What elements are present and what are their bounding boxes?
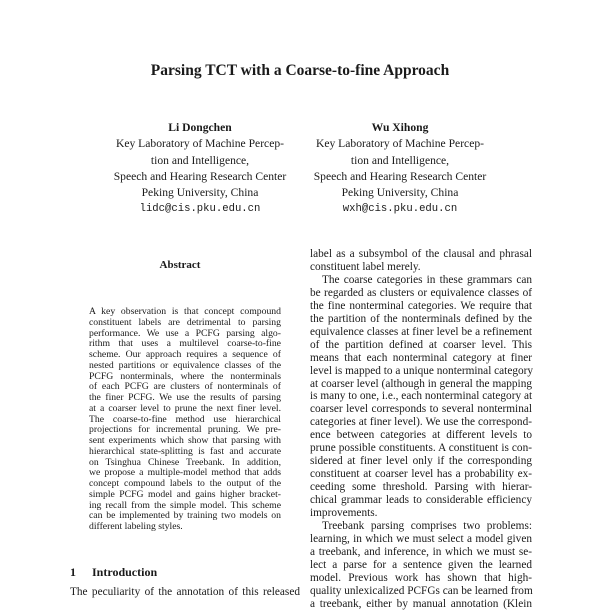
text-line: scheme. Our approach requires a sequence of bbox=[89, 349, 281, 360]
text-line: a treebank, either by manual annotation (Klein bbox=[310, 597, 532, 610]
text-line: a treebank, and inference, in which we must se- bbox=[310, 545, 532, 558]
text-line: coarser level corresponds to several nonterminal bbox=[310, 403, 532, 416]
abstract-heading: Abstract bbox=[159, 259, 201, 271]
text-line: improvements. bbox=[310, 507, 378, 520]
text-line: lect a parse for a sentence given the learned bbox=[310, 558, 532, 571]
author-block-1 bbox=[95, 120, 305, 218]
author-block-2 bbox=[295, 120, 505, 218]
text-line: different labeling styles. bbox=[89, 521, 183, 532]
author-name: Li Dongchen bbox=[168, 121, 232, 134]
text-line: projections for incremental pruning. We pre- bbox=[89, 424, 281, 436]
introduction-body bbox=[70, 586, 300, 599]
text-line: we propose a multiple-model method that adds bbox=[89, 467, 281, 479]
text-line: The coarse-to-fine method use hierarchical bbox=[89, 413, 281, 425]
text-line: ing recall from the simple model. This scheme bbox=[89, 499, 281, 511]
text-line: the partition of the nonterminals defined by the bbox=[310, 312, 532, 325]
abstract-body bbox=[89, 307, 281, 533]
author-email: wxh@cis.pku.edu.cn bbox=[342, 203, 458, 216]
right-column-body bbox=[310, 248, 532, 611]
author-affiliation-line: Peking University, China bbox=[141, 186, 259, 200]
author-affiliation-line: tion and Intelligence, bbox=[150, 153, 250, 167]
text-line: constituent label merely. bbox=[310, 260, 421, 273]
text-line: sidered at finer level only if the corresponding bbox=[310, 455, 532, 468]
text-line: chical grammar leads to considerable efficiency bbox=[310, 494, 532, 507]
text-line: simple PCFG model and gains higher bracket- bbox=[89, 488, 281, 500]
paper-title: Parsing TCT with a Coarse-to-fine Approach bbox=[150, 62, 450, 79]
text-line: means that each nonterminal category at finer bbox=[310, 351, 532, 364]
text-line: the fine nonterminal categories. We require that bbox=[310, 299, 532, 312]
text-line: quality unlexicalized PCFGs can be learned from bbox=[310, 584, 533, 597]
text-line: constituent labels are detrimental to parsing bbox=[89, 316, 281, 328]
introduction-heading bbox=[70, 565, 300, 580]
author-name: Wu Xihong bbox=[371, 121, 429, 134]
text-line: learning, in which we must select a model given bbox=[310, 532, 532, 545]
text-line: label as a subsymbol of the clausal and phrasal bbox=[310, 248, 532, 260]
text-line: of each PCFG are clusters of nonterminals of bbox=[89, 381, 281, 393]
text-line: equivalence classes at finer level be a refinement bbox=[310, 325, 532, 338]
text-line: sent experiments which show that parsing with bbox=[89, 435, 281, 446]
author-affiliation-line: Key Laboratory of Machine Percep- bbox=[315, 137, 485, 151]
text-line: be regarded as clusters or equivalence classes of bbox=[310, 286, 532, 299]
text-line: Treebank parsing comprises two problems: bbox=[322, 520, 532, 533]
text-line: The peculiarity of the annotation of this released bbox=[70, 586, 300, 598]
text-line: A key observation is that concept compound bbox=[89, 306, 281, 317]
text-line: hierarchical state-splitting is fast and accurate bbox=[89, 445, 281, 457]
section-title: Introduction bbox=[92, 565, 158, 579]
text-line: constituent at coarser level has a probability ex- bbox=[310, 468, 532, 481]
text-line: PCFG nonterminals, where the nonterminals bbox=[89, 370, 281, 382]
text-line: of the partition defined at coarser level. This bbox=[310, 338, 532, 351]
author-affiliation-line: Peking University, China bbox=[341, 186, 459, 200]
text-line: level is mapped to a unique nonterminal category bbox=[310, 364, 534, 377]
text-line: model. Previous work has shown that high- bbox=[310, 571, 532, 584]
author-email: lidc@cis.pku.edu.cn bbox=[139, 203, 261, 216]
text-line: ence between categories at different levels to bbox=[310, 429, 532, 442]
text-line: is many to one, i.e., each nonterminal category at bbox=[310, 390, 533, 403]
text-line: on Tsinghua Chinese Treebank. In addition, bbox=[89, 456, 281, 468]
text-line: rithm that uses a multilevel coarse-to-fine bbox=[89, 338, 281, 350]
text-line: ceeding some threshold. Parsing with hierar- bbox=[310, 481, 532, 494]
text-line: at coarser level (although in general the mapping bbox=[310, 377, 532, 390]
section-number: 1 bbox=[70, 565, 76, 579]
text-line: concept compound labels to the output of the bbox=[89, 478, 281, 489]
text-line: prune possible constituents. A constituent is con- bbox=[310, 442, 532, 455]
text-line: The coarse categories in these grammars can bbox=[322, 273, 532, 286]
text-line: the finer PCFG. We use the results of parsing bbox=[89, 392, 281, 403]
text-line: nested partitions or equivalence classes of the bbox=[89, 359, 281, 371]
text-line: at a coarser level to prune the next finer level. bbox=[89, 402, 281, 414]
author-affiliation-line: Speech and Hearing Research Center bbox=[113, 169, 287, 183]
text-line: can be implemented by training two models on bbox=[89, 510, 281, 522]
author-affiliation-line: Speech and Hearing Research Center bbox=[313, 169, 487, 183]
text-line: performance. We use a PCFG parsing algo- bbox=[89, 327, 281, 339]
text-line: categories at finer level). We use the correspond- bbox=[310, 416, 532, 429]
author-affiliation-line: tion and Intelligence, bbox=[350, 153, 450, 167]
author-affiliation-line: Key Laboratory of Machine Percep- bbox=[115, 137, 285, 151]
